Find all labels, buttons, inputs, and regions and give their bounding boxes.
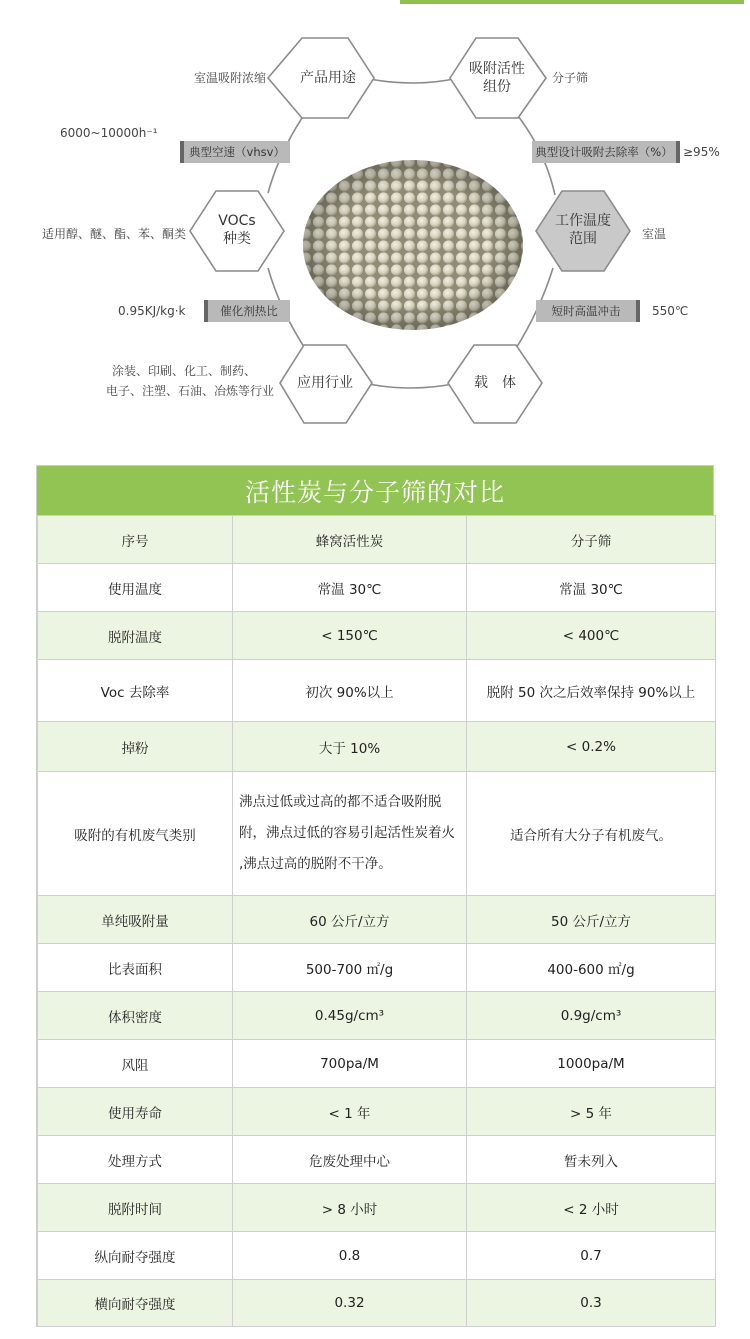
label-molecular-sieve: 分子筛 — [552, 71, 589, 85]
sieve-value: < 0.2% — [467, 722, 716, 772]
table-title: 活性炭与分子筛的对比 — [37, 466, 713, 515]
table-row — [38, 564, 716, 612]
feature-diagram — [0, 0, 750, 440]
table-row — [38, 1088, 716, 1136]
row-label: 吸附的有机废气类别 — [38, 772, 233, 896]
sieve-value: 1000pa/M — [467, 1040, 716, 1088]
sieve-value: > 5 年 — [467, 1088, 716, 1136]
sieve-value: 0.9g/cm³ — [467, 992, 716, 1040]
sieve-value: 400-600 ㎡/g — [467, 944, 716, 992]
row-label: 比表面积 — [38, 944, 233, 992]
row-label: 单纯吸附量 — [38, 896, 233, 944]
label-removal-rate-value: ≥95% — [683, 145, 720, 159]
hex-label-temp-range: 工作温度 范围 — [555, 213, 611, 247]
row-label: 使用寿命 — [38, 1088, 233, 1136]
header-cell: 分子筛 — [467, 516, 716, 564]
table-row — [38, 660, 716, 722]
carbon-value: > 8 小时 — [233, 1184, 467, 1232]
row-label: 使用温度 — [38, 564, 233, 612]
sieve-value: 0.7 — [467, 1232, 716, 1280]
comparison-grid — [37, 515, 716, 1327]
carbon-value: 常温 30℃ — [233, 564, 467, 612]
row-label: Voc 去除率 — [38, 660, 233, 722]
table-row — [38, 612, 716, 660]
table-header-row — [38, 516, 716, 564]
row-label: 体积密度 — [38, 992, 233, 1040]
sieve-value: < 400℃ — [467, 612, 716, 660]
sieve-value: 0.3 — [467, 1280, 716, 1327]
row-label: 脱附时间 — [38, 1184, 233, 1232]
hex-label-product-use: 产品用途 — [300, 70, 356, 86]
label-room-temp: 室温 — [642, 227, 667, 241]
sieve-value: 常温 30℃ — [467, 564, 716, 612]
row-label: 脱附温度 — [38, 612, 233, 660]
label-shock-temp: 550℃ — [652, 304, 689, 318]
table-row — [38, 1040, 716, 1088]
carbon-value: 危废处理中心 — [233, 1136, 467, 1184]
carbon-value: 大于 10% — [233, 722, 467, 772]
sieve-value: < 2 小时 — [467, 1184, 716, 1232]
bar-space-velocity: 典型空速（vhsv） — [180, 141, 290, 163]
label-vocs-types: 适用醇、醚、酯、苯、酮类 — [41, 227, 186, 241]
label-industries-line1: 涂装、印刷、化工、制药、 — [111, 364, 256, 378]
label-industries-line2: 电子、注塑、石油、冶炼等行业 — [105, 384, 274, 398]
comparison-table — [36, 465, 714, 1327]
carbon-value: 沸点过低或过高的都不适合吸附脱附，沸点过低的容易引起活性炭着火 ,沸点过高的脱附不干净。 — [233, 772, 467, 896]
label-space-velocity-value: 6000~10000h⁻¹ — [60, 126, 158, 140]
sieve-value: 脱附 50 次之后效率保持 90%以上 — [467, 660, 716, 722]
sieve-value: 适合所有大分子有机废气。 — [467, 772, 716, 896]
hex-label-vocs: VOCs 种类 — [218, 213, 256, 247]
table-row — [38, 772, 716, 896]
hex-label-industry: 应用行业 — [297, 375, 353, 391]
hex-label-adsorbent: 吸附活性 组份 — [469, 61, 525, 95]
carbon-value: 60 公斤/立方 — [233, 896, 467, 944]
sieve-value: 50 公斤/立方 — [467, 896, 716, 944]
carbon-value: 500-700 ㎡/g — [233, 944, 467, 992]
label-heat-ratio-value: 0.95KJ/kg·k — [118, 304, 186, 318]
carbon-value: 0.45g/cm³ — [233, 992, 467, 1040]
row-label: 风阻 — [38, 1040, 233, 1088]
carbon-value: 700pa/M — [233, 1040, 467, 1088]
table-row — [38, 896, 716, 944]
row-label: 纵向耐夺强度 — [38, 1232, 233, 1280]
bar-heat-ratio: 催化剂热比 — [204, 300, 290, 322]
header-cell: 蜂窝活性炭 — [233, 516, 467, 564]
table-row — [38, 1280, 716, 1327]
carbon-value: 0.32 — [233, 1280, 467, 1327]
table-row — [38, 1184, 716, 1232]
table-row — [38, 1136, 716, 1184]
row-label: 处理方式 — [38, 1136, 233, 1184]
carbon-value: 初次 90%以上 — [233, 660, 467, 722]
molecular-sieve-pellets-image — [303, 160, 523, 330]
table-row — [38, 944, 716, 992]
bar-removal-rate: 典型设计吸附去除率（%） — [532, 141, 680, 163]
hex-label-carrier: 载 体 — [474, 375, 516, 391]
bar-shock: 短时高温冲击 — [536, 300, 640, 322]
carbon-value: < 150℃ — [233, 612, 467, 660]
carbon-value: < 1 年 — [233, 1088, 467, 1136]
label-room-temp-concentrate: 室温吸附浓缩 — [193, 71, 266, 85]
header-cell: 序号 — [38, 516, 233, 564]
row-label: 掉粉 — [38, 722, 233, 772]
table-row — [38, 722, 716, 772]
row-label: 横向耐夺强度 — [38, 1280, 233, 1327]
sieve-value: 暂未列入 — [467, 1136, 716, 1184]
carbon-value: 0.8 — [233, 1232, 467, 1280]
table-row — [38, 1232, 716, 1280]
table-row — [38, 992, 716, 1040]
